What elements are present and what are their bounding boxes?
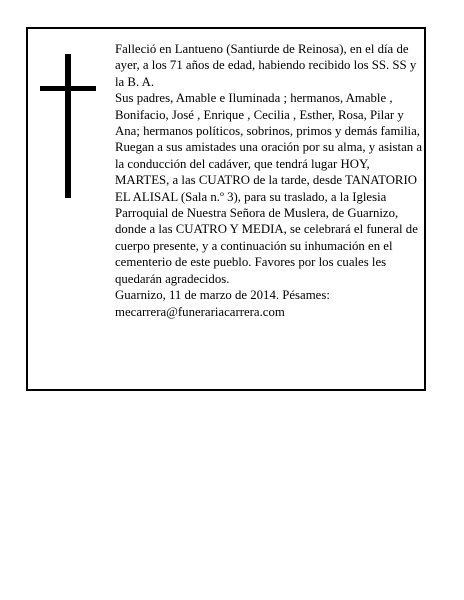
latin-cross-icon [40,54,96,198]
place-date-contact-paragraph: Guarnizo, 11 de marzo de 2014. Pésames: mecarrera@funerariacarrera.com [115,288,330,319]
funeral-arrangements-paragraph: Ruegan a sus amistades una oración por su alma, y asistan a la conducción del cadáver, que tendrá lugar HOY, MARTES, a las CUATRO de la tarde, desde TANATORIO EL ALISAL (Sala n.º 3), para su traslado, a la Iglesia Parroquial de Nuestra Señora de Muslera, de Guarnizo, donde a las CUATRO Y MEDIA, se celebrará el funeral de cuerpo presente, y a continuación su inhumación en el cementerio de este pueblo. Favores por los cuales les quedarán agradecidos. [115,140,423,286]
obituary-notice [26,27,426,391]
cross-vertical-bar [65,54,71,198]
death-announcement-paragraph: Falleció en Lantueno (Santiurde de Reinosa), en el día de ayer, a los 71 años de edad, habiendo recibido los SS. SS y la B. A. [115,42,417,89]
cross-horizontal-bar [40,86,96,91]
family-paragraph: Sus padres, Amable e Iluminada ; hermanos, Amable , Bonifacio, José , Enrique , Cecilia , Esther, Rosa, Pilar y Ana; hermanos políticos, sobrinos, primos y demás familia, [115,91,420,139]
obituary-text [115,41,427,320]
